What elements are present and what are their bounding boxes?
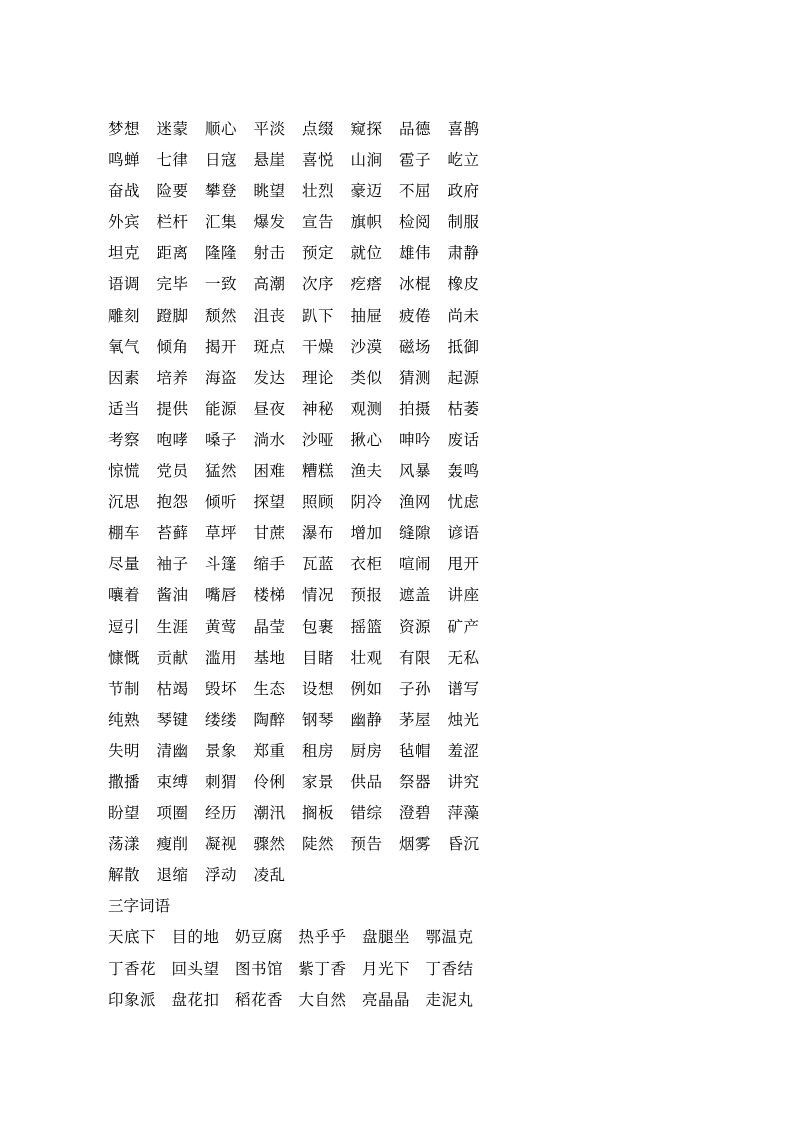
two-char-word: 渔网 <box>399 493 432 512</box>
two-char-word: 就位 <box>350 244 383 263</box>
two-char-word: 陡然 <box>302 835 335 854</box>
two-char-word: 检阅 <box>399 213 432 232</box>
two-char-word: 陶醉 <box>253 710 286 729</box>
two-char-word: 栏杆 <box>156 213 189 232</box>
two-char-word: 趴下 <box>302 306 335 325</box>
two-char-word: 失明 <box>108 741 141 760</box>
two-char-word: 汇集 <box>205 213 238 232</box>
two-char-word: 沮丧 <box>253 306 286 325</box>
two-char-word: 山涧 <box>350 151 383 170</box>
two-char-word: 供品 <box>350 772 383 791</box>
two-char-word: 搁板 <box>302 804 335 823</box>
two-char-word: 适当 <box>108 399 141 418</box>
two-char-word: 干燥 <box>302 337 335 356</box>
two-char-word-row <box>108 769 496 800</box>
two-char-word: 蹬脚 <box>156 306 189 325</box>
two-char-word: 抵御 <box>447 337 480 356</box>
two-char-word: 倾角 <box>156 337 189 356</box>
two-char-word: 谱写 <box>447 679 480 698</box>
two-char-word: 毡帽 <box>399 741 432 760</box>
two-char-word: 喜鹊 <box>447 120 480 138</box>
two-char-word: 悬崖 <box>253 151 286 170</box>
two-char-word: 预报 <box>350 586 383 605</box>
two-char-word-row <box>108 147 496 178</box>
two-char-word: 爆发 <box>253 213 286 232</box>
two-char-word: 肃静 <box>447 244 480 263</box>
two-char-word: 完毕 <box>156 275 189 294</box>
two-char-word: 衣柜 <box>350 555 383 574</box>
two-char-word: 瀑布 <box>302 524 335 543</box>
two-char-word: 一致 <box>205 275 238 294</box>
two-char-word: 壮烈 <box>302 182 335 201</box>
two-char-word: 基地 <box>253 648 286 667</box>
two-char-word: 骤然 <box>253 835 286 854</box>
two-char-word-row <box>108 800 496 831</box>
two-char-word-row <box>108 614 496 645</box>
two-char-word: 倾听 <box>205 493 238 512</box>
two-char-word: 奋战 <box>108 182 141 201</box>
two-char-word: 毁坏 <box>205 679 238 698</box>
two-char-word: 清幽 <box>156 741 189 760</box>
two-char-word: 隆隆 <box>205 244 238 263</box>
two-char-word: 淌水 <box>253 430 286 449</box>
two-char-word: 草坪 <box>205 524 238 543</box>
three-char-word: 丁香花 <box>108 959 157 978</box>
two-char-word: 雕刻 <box>108 306 141 325</box>
two-char-word: 生涯 <box>156 617 189 636</box>
two-char-word: 发达 <box>253 368 286 387</box>
three-char-word: 奶豆腐 <box>235 928 284 947</box>
two-char-word: 束缚 <box>156 772 189 791</box>
two-char-word: 沉思 <box>108 493 141 512</box>
three-char-word: 大自然 <box>298 990 347 1009</box>
two-char-word: 观测 <box>350 399 383 418</box>
two-char-word: 缝隙 <box>399 524 432 543</box>
two-char-word: 次序 <box>302 275 335 294</box>
two-char-word: 澄碧 <box>399 804 432 823</box>
two-char-word: 雄伟 <box>399 244 432 263</box>
two-char-word-row <box>108 707 496 738</box>
two-char-word-row <box>108 271 496 302</box>
two-char-word: 揪心 <box>350 430 383 449</box>
two-char-word: 猛然 <box>205 462 238 481</box>
two-char-word: 宣告 <box>302 213 335 232</box>
two-char-word: 险要 <box>156 182 189 201</box>
three-char-word: 稻花香 <box>235 990 284 1009</box>
two-char-word: 盼望 <box>108 804 141 823</box>
two-char-word-row <box>108 489 496 520</box>
two-char-word: 凝视 <box>205 835 238 854</box>
two-char-word: 荡漾 <box>108 835 141 854</box>
two-char-word: 烟雾 <box>399 835 432 854</box>
two-char-word: 祭器 <box>399 772 432 791</box>
two-char-word: 渔夫 <box>350 462 383 481</box>
two-char-word-row <box>108 365 496 396</box>
two-char-word: 撒播 <box>108 772 141 791</box>
three-char-word: 盘腿坐 <box>362 928 411 947</box>
two-char-word: 摇篮 <box>350 617 383 636</box>
three-char-word: 天底下 <box>108 928 157 947</box>
two-char-word-row <box>108 178 496 209</box>
two-char-word-row <box>108 520 496 551</box>
two-char-word: 废话 <box>447 430 480 449</box>
two-char-word: 节制 <box>108 679 141 698</box>
two-char-word: 距离 <box>156 244 189 263</box>
two-char-word: 浮动 <box>205 866 238 885</box>
three-char-word: 盘花扣 <box>171 990 220 1009</box>
two-char-word: 有限 <box>399 648 432 667</box>
two-char-word: 嚷着 <box>108 586 141 605</box>
two-char-word: 楼梯 <box>253 586 286 605</box>
two-char-word: 类似 <box>350 368 383 387</box>
two-char-word: 黄莺 <box>205 617 238 636</box>
two-char-word: 梦想 <box>108 120 141 138</box>
two-char-word-row <box>108 303 496 334</box>
two-char-word: 磁场 <box>399 337 432 356</box>
two-char-word: 尚未 <box>447 306 480 325</box>
two-char-word: 攀登 <box>205 182 238 201</box>
two-char-word: 疲倦 <box>399 306 432 325</box>
two-char-word: 郑重 <box>253 741 286 760</box>
two-char-word: 滥用 <box>205 648 238 667</box>
two-char-word: 照顾 <box>302 493 335 512</box>
two-char-word: 喜悦 <box>302 151 335 170</box>
two-char-word: 资源 <box>399 617 432 636</box>
two-char-word: 呻吟 <box>399 430 432 449</box>
two-char-word: 雹子 <box>399 151 432 170</box>
two-char-word: 解散 <box>108 866 141 885</box>
three-char-word: 月光下 <box>362 959 411 978</box>
three-char-word-row <box>108 956 496 987</box>
two-char-word: 讲座 <box>447 586 480 605</box>
two-char-word: 缩手 <box>253 555 286 574</box>
two-char-word: 退缩 <box>156 866 189 885</box>
two-char-word-row <box>108 738 496 769</box>
two-char-word: 理论 <box>302 368 335 387</box>
two-char-word: 生态 <box>253 679 286 698</box>
two-char-word: 逗引 <box>108 617 141 636</box>
two-char-word: 高潮 <box>253 275 286 294</box>
two-char-word: 情况 <box>302 586 335 605</box>
two-char-word: 晶莹 <box>253 617 286 636</box>
two-char-word: 抱怨 <box>156 493 189 512</box>
two-char-word: 品德 <box>399 120 432 138</box>
two-char-word: 坦克 <box>108 244 141 263</box>
two-char-word: 预定 <box>302 244 335 263</box>
two-char-word: 无私 <box>447 648 480 667</box>
two-char-word: 甘蔗 <box>253 524 286 543</box>
two-char-word: 提供 <box>156 399 189 418</box>
two-char-word-row <box>108 334 496 365</box>
two-char-word-row <box>108 427 496 458</box>
two-char-word: 政府 <box>447 182 480 201</box>
two-char-word: 沙漠 <box>350 337 383 356</box>
two-char-word-row <box>108 676 496 707</box>
two-char-word: 窥探 <box>350 120 383 138</box>
two-char-word: 不屈 <box>399 182 432 201</box>
two-char-word: 瘦削 <box>156 835 189 854</box>
two-char-word: 矿产 <box>447 617 480 636</box>
two-char-word: 嘴唇 <box>205 586 238 605</box>
two-char-word: 颓然 <box>205 306 238 325</box>
three-char-word-row <box>108 987 496 1018</box>
two-char-word: 家景 <box>302 772 335 791</box>
two-char-word: 海盗 <box>205 368 238 387</box>
two-char-word: 谚语 <box>447 524 480 543</box>
two-char-word: 拍摄 <box>399 399 432 418</box>
three-char-word-row <box>108 924 496 955</box>
two-char-word: 鸣蝉 <box>108 151 141 170</box>
two-char-word: 橡皮 <box>447 275 480 294</box>
two-char-word: 糟糕 <box>302 462 335 481</box>
two-char-word: 甩开 <box>447 555 480 574</box>
two-char-word: 茅屋 <box>399 710 432 729</box>
two-char-word: 培养 <box>156 368 189 387</box>
two-char-word: 斗篷 <box>205 555 238 574</box>
two-char-word: 纯熟 <box>108 710 141 729</box>
two-char-word: 壮观 <box>350 648 383 667</box>
two-char-word: 钢琴 <box>302 710 335 729</box>
two-char-word: 增加 <box>350 524 383 543</box>
two-char-word: 经历 <box>205 804 238 823</box>
two-char-word: 子孙 <box>399 679 432 698</box>
three-char-word: 亮晶晶 <box>362 990 411 1009</box>
two-char-word: 冰棍 <box>399 275 432 294</box>
two-char-word-row <box>108 645 496 676</box>
two-char-word: 厨房 <box>350 741 383 760</box>
two-char-word: 迷蒙 <box>156 120 189 138</box>
two-char-word-row <box>108 862 496 893</box>
three-char-word: 丁香结 <box>425 959 474 978</box>
two-char-word: 昼夜 <box>253 399 286 418</box>
two-char-word: 包裹 <box>302 617 335 636</box>
two-char-word: 党员 <box>156 462 189 481</box>
two-char-word: 袖子 <box>156 555 189 574</box>
two-char-word: 眺望 <box>253 182 286 201</box>
two-char-word: 缕缕 <box>205 710 238 729</box>
vocabulary-list <box>108 116 496 1018</box>
three-char-word: 印象派 <box>108 990 157 1009</box>
two-char-word: 尽量 <box>108 555 141 574</box>
two-char-word-row <box>108 396 496 427</box>
two-char-word: 猜测 <box>399 368 432 387</box>
two-char-word-row <box>108 458 496 489</box>
two-char-word: 制服 <box>447 213 480 232</box>
two-char-word: 错综 <box>350 804 383 823</box>
two-char-word: 神秘 <box>302 399 335 418</box>
two-char-word: 顺心 <box>205 120 238 138</box>
two-char-word: 轰鸣 <box>447 462 480 481</box>
two-char-word-row <box>108 209 496 240</box>
two-char-word: 外宾 <box>108 213 141 232</box>
three-char-word: 回头望 <box>171 959 220 978</box>
two-char-word-row <box>108 116 496 147</box>
two-char-word: 萍藻 <box>447 804 480 823</box>
two-char-word: 惊慌 <box>108 462 141 481</box>
two-char-word: 贡献 <box>156 648 189 667</box>
two-char-word: 琴键 <box>156 710 189 729</box>
two-char-word: 枯竭 <box>156 679 189 698</box>
two-char-word-row <box>108 582 496 613</box>
two-char-word: 豪迈 <box>350 182 383 201</box>
three-char-word: 鄂温克 <box>425 928 474 947</box>
three-char-word: 热乎乎 <box>298 928 347 947</box>
two-char-word: 风暴 <box>399 462 432 481</box>
three-char-word: 走泥丸 <box>425 990 474 1009</box>
two-char-word: 潮汛 <box>253 804 286 823</box>
two-char-word: 因素 <box>108 368 141 387</box>
two-char-word: 酱油 <box>156 586 189 605</box>
two-char-word: 昏沉 <box>447 835 480 854</box>
two-char-word: 慷慨 <box>108 648 141 667</box>
three-char-word: 紫丁香 <box>298 959 347 978</box>
two-char-word: 设想 <box>302 679 335 698</box>
two-char-word: 揭开 <box>205 337 238 356</box>
two-char-word: 例如 <box>350 679 383 698</box>
two-char-word: 烛光 <box>447 710 480 729</box>
two-char-word: 阴冷 <box>350 493 383 512</box>
two-char-word: 考察 <box>108 430 141 449</box>
two-char-word: 羞涩 <box>447 741 480 760</box>
two-char-word: 目睹 <box>302 648 335 667</box>
two-char-word: 咆哮 <box>156 430 189 449</box>
two-char-word: 预告 <box>350 835 383 854</box>
two-char-word: 探望 <box>253 493 286 512</box>
two-char-word: 苔藓 <box>156 524 189 543</box>
two-char-word: 喧闹 <box>399 555 432 574</box>
two-char-word: 疙瘩 <box>350 275 383 294</box>
three-char-section-heading: 三字词语 <box>108 897 171 916</box>
two-char-word-row <box>108 831 496 862</box>
three-char-word: 目的地 <box>171 928 220 947</box>
two-char-word: 能源 <box>205 399 238 418</box>
two-char-word: 平淡 <box>253 120 286 138</box>
two-char-word: 旗帜 <box>350 213 383 232</box>
two-char-word: 斑点 <box>253 337 286 356</box>
two-char-word: 沙哑 <box>302 430 335 449</box>
two-char-word: 日寇 <box>205 151 238 170</box>
two-char-word: 景象 <box>205 741 238 760</box>
two-char-word: 氧气 <box>108 337 141 356</box>
two-char-word: 困难 <box>253 462 286 481</box>
two-char-word-row <box>108 240 496 271</box>
two-char-word-row <box>108 551 496 582</box>
three-char-word: 图书馆 <box>235 959 284 978</box>
two-char-word: 租房 <box>302 741 335 760</box>
two-char-word: 讲究 <box>447 772 480 791</box>
two-char-word: 棚车 <box>108 524 141 543</box>
two-char-word: 点缀 <box>302 120 335 138</box>
two-char-word: 伶俐 <box>253 772 286 791</box>
two-char-word: 语调 <box>108 275 141 294</box>
two-char-word: 枯萎 <box>447 399 480 418</box>
two-char-word: 嗓子 <box>205 430 238 449</box>
two-char-word: 起源 <box>447 368 480 387</box>
two-char-word: 遮盖 <box>399 586 432 605</box>
two-char-word: 屹立 <box>447 151 480 170</box>
two-char-word: 射击 <box>253 244 286 263</box>
two-char-word: 凌乱 <box>253 866 286 885</box>
two-char-word: 项圈 <box>156 804 189 823</box>
two-char-word: 忧虑 <box>447 493 480 512</box>
two-char-word: 幽静 <box>350 710 383 729</box>
two-char-word: 七律 <box>156 151 189 170</box>
two-char-word: 刺猬 <box>205 772 238 791</box>
two-char-word: 抽屉 <box>350 306 383 325</box>
two-char-word: 瓦蓝 <box>302 555 335 574</box>
